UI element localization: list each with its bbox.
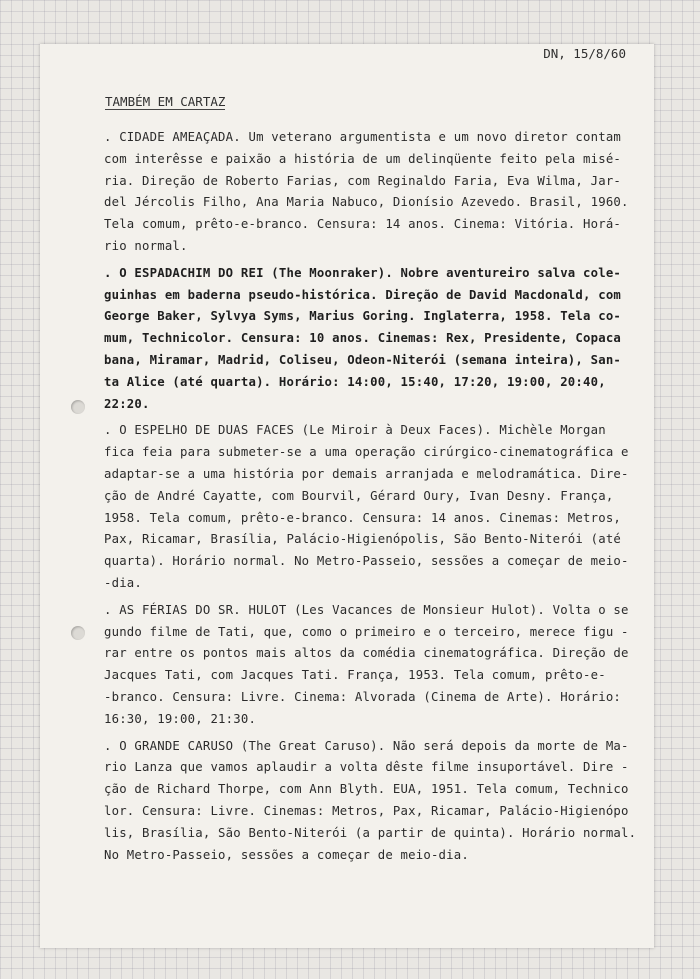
typewritten-page (40, 44, 654, 948)
entry-line: Pax, Ricamar, Brasília, Palácio-Higienópolis, São Bento-Niterói (até (104, 532, 622, 547)
entry-line: adaptar-se a uma história por demais arranjada e melodramática. Dire- (104, 466, 629, 481)
entry-line: Jacques Tati, com Jacques Tati. França, 1953. Tela comum, prêto-e- (104, 668, 606, 683)
entry-line: . AS FÉRIAS DO SR. HULOT (Les Vacances de Monsieur Hulot). Volta o se (104, 602, 629, 617)
entry-line: quarta). Horário normal. No Metro-Passeio, sessões a começar de meio- (104, 554, 629, 569)
entry-line: rar entre os pontos mais altos da comédia cinematográfica. Direção de (104, 646, 629, 661)
film-listings (104, 127, 644, 871)
entry-line: 16:30, 19:00, 21:30. (104, 711, 257, 726)
entry-line: guinhas em baderna pseudo-histórica. Direção de David Macdonald, com (104, 287, 622, 302)
entry-line: . CIDADE AMEAÇADA. Um veterano argumentista e um novo diretor contam (104, 130, 622, 144)
document-reference: DN, 15/8/60 (543, 46, 626, 61)
entry-line: rio Lanza que vamos aplaudir a volta dêste filme insuportável. Dire - (104, 760, 629, 775)
entry-line: . O ESPADACHIM DO REI (The Moonraker). Nobre aventureiro salva cole- (104, 265, 622, 280)
entry-line: 22:20. (104, 396, 150, 411)
entry-line: No Metro-Passeio, sessões a começar de meio-dia. (104, 847, 469, 862)
entry-line: com interêsse e paixão a história de um delinqüente feito pela misé- (104, 151, 622, 166)
entry-line: del Jércolis Filho, Ana Maria Nabuco, Dionísio Azevedo. Brasil, 1960. (104, 195, 629, 210)
entry-line: Tela comum, prêto-e-branco. Censura: 14 anos. Cinema: Vitória. Horá- (104, 217, 622, 232)
entry-line: mum, Technicolor. Censura: 10 anos. Cinemas: Rex, Presidente, Copaca (104, 331, 622, 346)
entry-line: ção de Richard Thorpe, com Ann Blyth. EUA, 1951. Tela comum, Technico (104, 782, 629, 797)
entry-line: lor. Censura: Livre. Cinemas: Metros, Pax, Ricamar, Palácio-Higienópo (104, 803, 629, 818)
entry-line: gundo filme de Tati, que, como o primeiro e o terceiro, merece figu - (104, 624, 629, 639)
entry-line: . O ESPELHO DE DUAS FACES (Le Miroir à Deux Faces). Michèle Morgan (104, 423, 606, 438)
entry-line: 1958. Tela comum, prêto-e-branco. Censura: 14 anos. Cinemas: Metros, (104, 510, 622, 525)
entry-line: fica feia para submeter-se a uma operação cirúrgico-cinematográfica e (104, 445, 629, 460)
punch-hole-bottom (71, 626, 85, 640)
film-entry-espadachim-do-rei (104, 263, 644, 416)
film-entry-cidade-ameacada (104, 127, 644, 258)
entry-line: George Baker, Sylvya Syms, Marius Goring. Inglaterra, 1958. Tela co- (104, 309, 622, 324)
entry-line: rio normal. (104, 238, 188, 253)
entry-line: -branco. Censura: Livre. Cinema: Alvorada (Cinema de Arte). Horário: (104, 689, 622, 704)
entry-line: . O GRANDE CARUSO (The Great Caruso). Não será depois da morte de Ma- (104, 738, 629, 753)
entry-line: lis, Brasília, São Bento-Niterói (a partir de quinta). Horário normal. (104, 825, 637, 840)
entry-line: -dia. (104, 575, 143, 590)
entry-line: ção de André Cayatte, com Bourvil, Gérard Oury, Ivan Desny. França, (104, 488, 614, 503)
entry-line: ta Alice (até quarta). Horário: 14:00, 15:40, 17:20, 19:00, 20:40, (104, 374, 606, 389)
section-title: TAMBÉM EM CARTAZ (105, 94, 226, 109)
film-entry-ferias-do-sr-hulot (104, 600, 644, 731)
film-entry-espelho-de-duas-faces (104, 420, 644, 594)
film-entry-grande-caruso (104, 736, 644, 867)
entry-line: ria. Direção de Roberto Farias, com Reginaldo Faria, Eva Wilma, Jar- (104, 173, 622, 188)
entry-line: bana, Miramar, Madrid, Coliseu, Odeon-Niterói (semana inteira), San- (104, 352, 622, 367)
punch-hole-top (71, 400, 85, 414)
